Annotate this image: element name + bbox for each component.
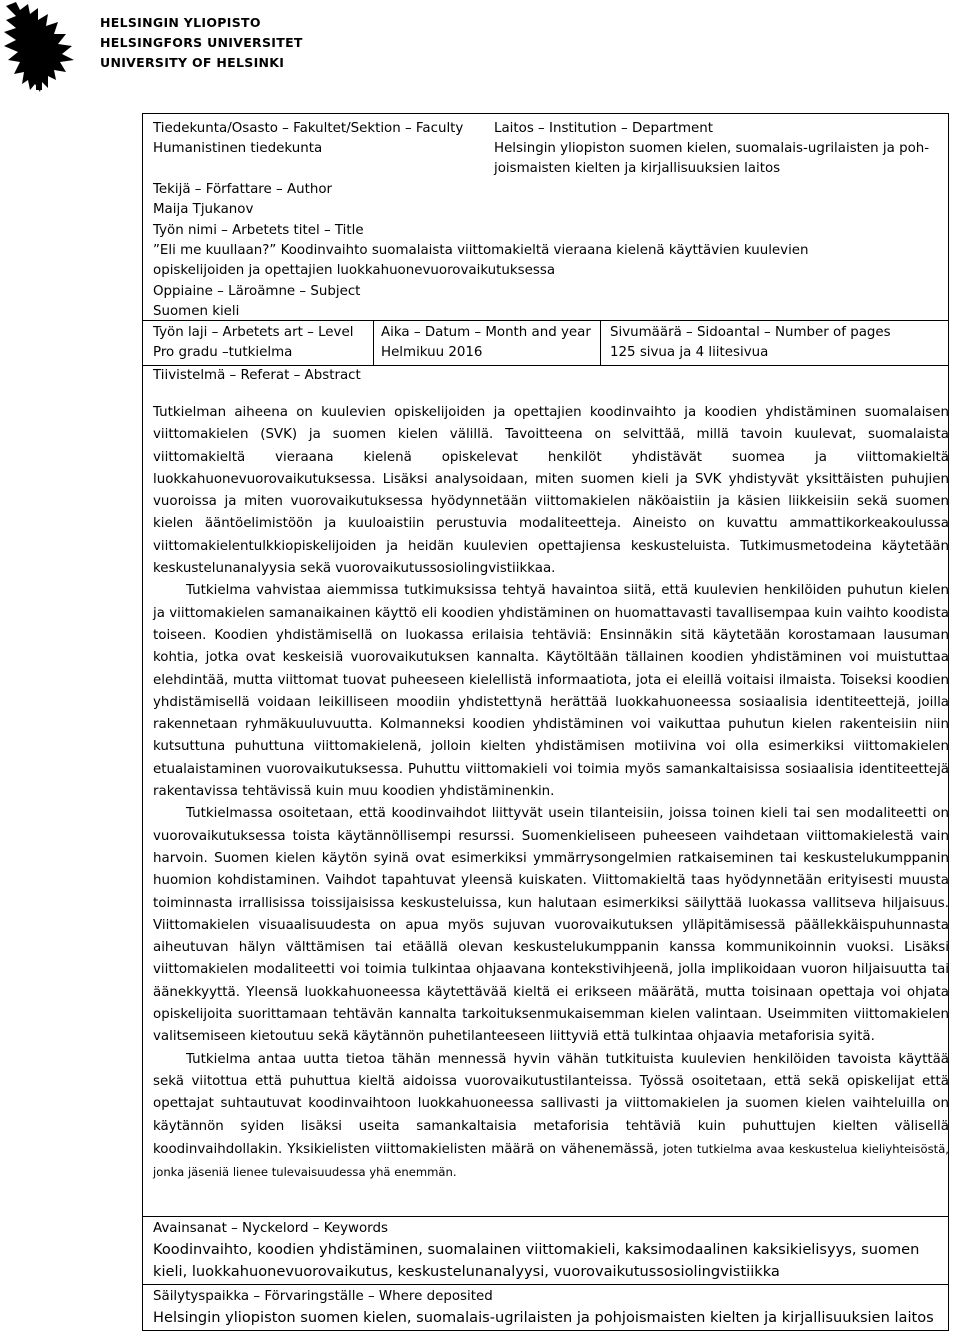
department-value-line-2: joismaisten kielten ja kirjallisuuksien laitos	[494, 161, 781, 176]
divider-abstract-keywords	[142, 1216, 949, 1217]
faculty-value: Humanistinen tiedekunta	[153, 141, 323, 156]
faculty-label: Tiedekunta/Osasto – Fakultet/Sektion – Faculty	[153, 121, 464, 136]
keywords-value-line-1: Koodinvaihto, koodien yhdistäminen, suomalainen viittomakieli, kaksimodaalinen kaksikielisyys, suomen	[153, 1241, 920, 1258]
date-label: Aika – Datum – Month and year	[381, 325, 591, 340]
author-label: Tekijä – Författare – Author	[153, 182, 333, 197]
logo-line-english: UNIVERSITY OF HELSINKI	[100, 55, 285, 70]
title-label: Työn nimi – Arbetets titel – Title	[153, 223, 364, 238]
keywords-value-line-2: kieli, luokkahuonevuorovaikutus, keskustelunanalyysi, vuorovaikutussosiolingvistiikka	[153, 1263, 780, 1280]
keywords-label: Avainsanat – Nyckelord – Keywords	[153, 1221, 388, 1236]
date-value: Helmikuu 2016	[381, 345, 483, 360]
title-value-line-1: ”Eli me kuullaan?” Koodinvaihto suomalaista viittomakieltä vieraana kielenä käyttävien kuulevien	[153, 243, 809, 258]
deposited-value: Helsingin yliopiston suomen kielen, suomalais-ugrilaisten ja pohjoismaisten kielten ja kirjallisuuksien laitos	[153, 1309, 934, 1326]
pages-value: 125 sivua ja 4 liitesivua	[610, 345, 769, 360]
abstract-body	[153, 402, 949, 1184]
logo-line-swedish: HELSINGFORS UNIVERSITET	[100, 35, 303, 50]
logo-line-finnish: HELSINGIN YLIOPISTO	[100, 15, 261, 30]
deposited-label: Säilytyspaikka – Förvaringställe – Where deposited	[153, 1289, 493, 1304]
level-value: Pro gradu –tutkielma	[153, 345, 293, 360]
department-label: Laitos – Institution – Department	[494, 121, 714, 136]
university-logo	[0, 0, 303, 100]
abstract-label: Tiivistelmä – Referat – Abstract	[153, 368, 361, 383]
abstract-paragraph-4-main: Tutkielma antaa uutta tietoa tähän mennessä hyvin vähän tutkituista kuulevien henkilöiden tavoista käyttää sekä viitottua että puhuttua kieltä aidoissa vuorovaikutustilanteissa. Työssä osoitetaan, että sekä opiskelijat että opettajat suhtautuvat koodinvaihtoon luokkahuoneessa sallivasti ja viittomakielen ja suomen kielen vaihteluilla on käytännön syiden lisäksi useita samankaltaisia metaforisia tehtäviä kuin puhuttujen kielten välisellä koodinvaihdollakin. Yksikielisten viittomakielisten määrä on vähenemässä,	[153, 1051, 949, 1157]
abstract-paragraph-4-small: joten tutkielma avaa keskustelua kieliyhteisöstä, jonka jäseniä lienee tulevaisuudessa yhä enemmän.	[153, 1141, 949, 1180]
abstract-paragraph-1: Tutkielman aiheena on kuulevien opiskelijoiden ja opettajien koodinvaihto ja koodien yhdistäminen suomalaisen viittomakielen (SVK) ja suomen kielen välillä. Tavoitteena on selvittää, millä tavoin kuulevat, suomalaista viittomakieltä vieraana kielenä opiskelevat henkilöt yhdistävät suomea ja viittomakieltä luokkahuonevuorovaikutuksessa. Lisäksi analysoidaan, miten suomen kieli ja SVK yhdistyvät yksittäisten puhujien vuoroissa ja miten vuorovaikutuksessa hyödynnetään viittomakielen näköaistiin ja käsien liikkeisiin sekä suomen kielen ääntöelimistöön ja kuuloaistiin perustuvia modaliteetteja. Aineisto on kuvattu ammattikorkeakoulussa viittomakielentulkkiopiskelijoiden ja heidän kuulevien opettajiensa keskusteluista. Tutkimusmetodeina käytetään keskustelunanalyysia sekä vuorovaikutussosiolingvistiikkaa.	[153, 405, 949, 577]
divider-keywords-deposited	[142, 1284, 949, 1285]
level-label: Työn laji – Arbetets art – Level	[153, 325, 354, 340]
abstract-paragraph-3: Tutkielmassa osoitetaan, että koodinvaihdot liittyvät usein tilanteisiin, joissa toinen kieli tai sen modaliteetti on vuorovaikutuksessa toista käytännöllisempi resurssi. Suomenkieliseen puheeseen vaihdetaan viittomakielestä vain harvoin. Suomen kielen käytön syinä ovat esimerkiksi ymmärrysongelmien ratkaiseminen tai keskustelukumppanin huomion kohdistaminen. Vaihdot tapahtuvat yleensä kuiskaten. Viittomakieltä taas hyödynnetään erityisesti muusta toiminnasta irrallisissa toissijaisissa keskusteluissa, kun halutaan esimerkiksi säilyttää luokassa vallitseva hiljaisuus. Viittomakielen visuaalisuudesta on apua myös sujuvan vuorovaikutuksen ylläpitämisessä päällekkäispuhunnasta aiheutuvan hälyn välttämisen tai etäällä olevan keskustelukumppanin kanssa kommunikoinnin vuoksi. Lisäksi viittomakielen modaliteetti voi toimia tulkintaa ohjaavana kontekstivihjeenä, jolla implikoidaan vuoron hiljaisuutta tai äänekkyyttä. Yleensä luokkahuoneessa käytettävää kieltä ei erikseen määrätä, mutta toisinaan opettaja voi ohjata opiskelijoita suorittamaan tehtävän kannalta tarkoituksenmukaisemman kielen valintaan. Useimmiten viittomakielen valitsemiseen kietoutuu sekä käytännön puhetilanteeseen liittyviä että tulkintaa ohjaavia metaforisia syitä.	[153, 806, 949, 1045]
divider-date-pages	[600, 320, 601, 365]
divider-subject-level	[142, 320, 949, 321]
abstract-paragraph-4	[153, 1049, 949, 1185]
divider-level-date	[373, 320, 374, 365]
abstract-paragraph-2: Tutkielma vahvistaa aiemmissa tutkimuksissa tehtyä havaintoa siitä, että kuulevien henkilöiden puhutun kielen ja viittomakielen samanaikainen käyttö eli koodien yhdistäminen on huomattavasti tavallisempaa kuin vaihto koodista toiseen. Koodien yhdistämisellä on luokassa erilaisia tehtäviä: Ensinnäkin sitä käytetään korostamaan lausuman kohtia, jotka ovat keskeisiä vuorovaikutuksen kannalta. Käytöltään tällainen koodien yhdistäminen voi muistuttaa elehdintää, mutta viittomat tuovat puheeseen kielellistä informaatiota, jota ei eleillä voitaisi ilmaista. Toiseksi koodien yhdistämisellä voidaan leikilliseen moodiin yhdistettynä herättää luokkahuoneessa sosiaalisia identiteettejä, joilla rakennetaan ryhmäkuuluvuutta. Kolmanneksi koodien yhdistäminen voi vaikuttaa puhutun kielen rakenteisiin niin kutsuttuna puhuttuna viittomakielenä, jolloin kielten yhdistämisen motiivina voi olla esimerkiksi viittomakielen etualaistaminen vuorovaikutuksessa. Puhuttu viittomakieli voi toimia myös samankaltaisissa sosiaalisia identiteettejä rakentavissa tehtävissä kuin muu koodien yhdistäminenkin.	[153, 583, 949, 800]
department-value-line-1: Helsingin yliopiston suomen kielen, suomalais-ugrilaisten ja poh-	[494, 141, 930, 156]
title-value-line-2: opiskelijoiden ja opettajien luokkahuonevuorovaikutuksessa	[153, 263, 556, 278]
author-value: Maija Tjukanov	[153, 202, 254, 217]
subject-label: Oppiaine – Läroämne – Subject	[153, 284, 361, 299]
flame-emblem-icon	[2, 0, 92, 92]
subject-value: Suomen kieli	[153, 304, 240, 319]
pages-label: Sivumäärä – Sidoantal – Number of pages	[610, 325, 891, 340]
